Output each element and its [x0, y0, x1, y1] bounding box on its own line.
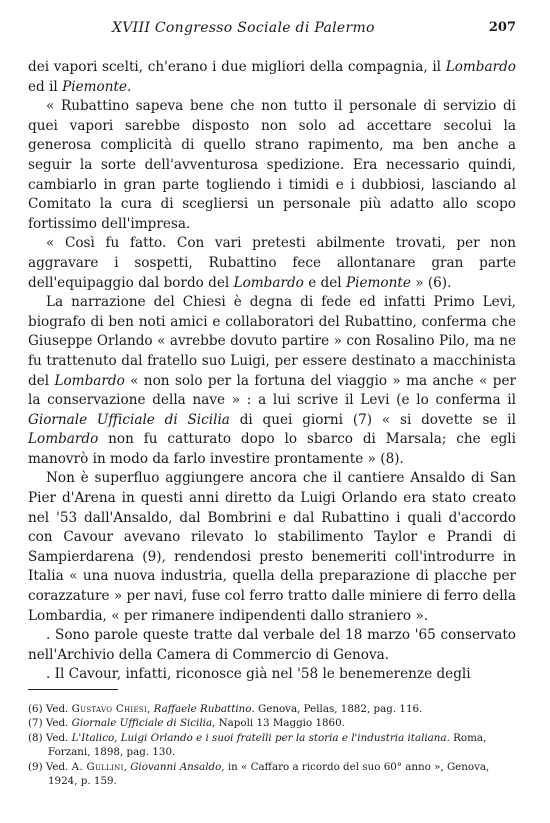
text-run: dei vapori scelti, ch'erano i due migliori della compagnia, il	[28, 59, 446, 75]
footnote	[28, 702, 516, 716]
text-run: » (6).	[410, 274, 452, 291]
text-run: .	[126, 78, 132, 95]
text-run: Non è superfluo aggiungere ancora che il cantiere Ansaldo di San Pier d'Arena in questi anni diretto da Luigi Orlando era stato creato nel '53 dall'Ansaldo, dal Bombrini e dal Rubattino i quali d'accordo con Cavour avevano rilevato lo stabilimento Taylor e Prandi di Sampierdarena (9), rendendosi presto benemeriti coll'introdurre in Italia « una nuova industria, quella della preparazione di placche per corazzature » per navi, fuse col ferro tratto dalle miniere di ferro della Lombardia, « per rimanere indipendenti dallo straniero ».	[28, 470, 516, 624]
text-run: (9) Ved.	[28, 760, 72, 773]
italic-text: Giornale Ufficiale di Sicilia	[28, 411, 230, 428]
page-number: 207	[488, 20, 516, 35]
text-run: non fu catturato dopo lo sbarco di Marsala; che egli manovrò in modo da farlo investire prontamente » (8).	[28, 431, 516, 467]
italic-text: Lombardo	[28, 431, 99, 448]
italic-text: Lombardo	[54, 372, 125, 389]
italic-text: Raffaele Rubattino	[153, 703, 252, 715]
text-run: . Roma, Forzani, 1898, pag. 130.	[48, 731, 487, 759]
footnotes	[28, 702, 516, 788]
text-run: . Genova, Pellas, 1882, pag. 116.	[251, 703, 423, 715]
text-run: La narrazione del Chiesi è degna di fede ed infatti Primo Levi, biografo di ben noti amici e collaboratori del Rubattino, conferma che Giuseppe Orlando « avrebbe dovuto partire » con Rosalino Pilo, ma ne fu trattenuto dal fratello suo Luigi, per essere destinato a macchinista del	[28, 294, 516, 389]
footnote	[28, 760, 516, 789]
author-name: A. Gullini	[71, 760, 124, 773]
text-run: « Così fu fatto. Con vari pretesti abilmente trovati, per non aggravare i sospetti, Rubattino fece allontanare gran parte dell'equipaggio dal bordo del	[28, 235, 516, 291]
text-run: ed il	[28, 78, 63, 95]
paragraph	[28, 293, 516, 469]
page-header	[28, 20, 516, 42]
italic-text: Piemonte	[62, 78, 127, 95]
text-run: , in « Caffaro a ricordo del suo 60° anno », Genova, 1924, p. 159.	[48, 760, 490, 788]
paragraph	[28, 626, 516, 665]
text-run: , Napoli 13 Maggio 1860.	[212, 717, 345, 730]
running-title: XVIII Congresso Sociale di Palermo	[112, 20, 375, 36]
text-run: (7) Ved.	[28, 717, 72, 730]
footnote-separator	[28, 689, 118, 690]
italic-text: Giovanni Ansaldo	[130, 760, 222, 773]
italic-text: Lombardo	[445, 59, 516, 75]
text-run: « Rubattino sapeva bene che non tutto il personale di servizio di quei vapori sarebbe disposto non solo ad accettare secolui la generosa complicità di quello strano rapimento, ma ben anche a seguir la sorte dell'avventurosa spedizione. Era necessario quindi, cambiarlo in gran parte togliendo i timidi e i dubbiosi, lasciando al Comitato la cura di scegliersi un personale più adatto allo scopo fortissimo dell'impresa.	[28, 98, 516, 232]
italic-text: Lombardo	[233, 274, 304, 291]
footnote	[28, 731, 516, 760]
text-run: ,	[147, 703, 154, 715]
paragraph	[28, 58, 516, 97]
paragraph	[28, 665, 516, 685]
text-run: ,	[123, 760, 131, 773]
text-run: (6) Ved.	[28, 703, 72, 715]
italic-text: L'Italico, Luigi Orlando e i suoi fratelli per la storia e l'industria italiana	[71, 731, 447, 744]
text-run: « non solo per la fortuna del viaggio » ma anche « per la conservazione della nave » : a lui scrive il Levi (e lo conferma il	[28, 372, 517, 409]
text-run: (8) Ved.	[28, 731, 72, 744]
footnote	[28, 716, 516, 730]
italic-text: Piemonte	[345, 274, 411, 291]
paragraph	[28, 234, 516, 293]
author-name: Gustavo Chiesi	[71, 703, 148, 715]
text-run: . Il Cavour, infatti, riconosce già nel '58 le benemerenze degli	[46, 666, 471, 683]
text-run: e del	[303, 274, 346, 291]
text-run: . Sono parole queste tratte dal verbale del 18 marzo '65 conservato nell'Archivio della Camera di Commercio di Genova.	[28, 627, 516, 663]
italic-text: Giornale Ufficiale di Sicilia	[71, 717, 213, 730]
paragraph	[28, 469, 516, 626]
paragraph	[28, 97, 516, 234]
text-run: di quei giorni (7) « si dovette se il	[229, 411, 516, 428]
document-page	[28, 0, 516, 823]
body-text	[28, 58, 516, 685]
